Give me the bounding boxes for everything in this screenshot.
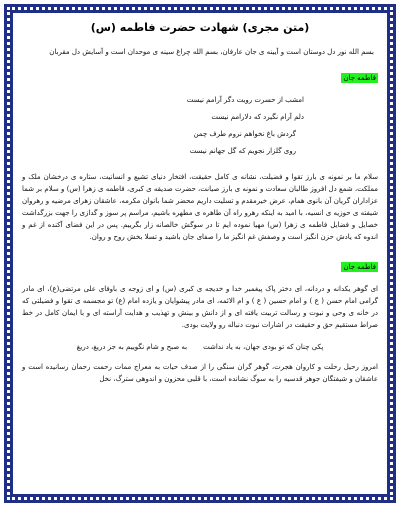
couplet-line: به صبح و شام نگوییم به جز دریغ، دریغ — [76, 343, 188, 351]
poem-line: گردش باغ نخواهم نروم طرف چمن — [193, 130, 296, 138]
body-paragraph-1: سلام ما بر نمونه ی بارز تقوا و فضیلت، نشانه ی کامل حقیقت، افتخار دنیای تشیع و انسانیت، ستاره ی درخشان ملک و مملکت، شمع دل افروز طالبان سعادت و نمونه ی بارز صیانت، حضرت صدیقه ی کبری، فاطمه ی زهرا (س) و سلام بر شما عزاداران گریان آن بانوی همام، عرض خیرمقدم و تسلیت داریم محضر شما بانوان مکرمه، عاشقان زهرای مرضیه و رهروان شیفته ی حوزیه ی انسیه، با امید به اینکه رهرو راه آن طاهره ی مطهره باشیم، مراسم پر سوز و گدازی را جهت بزرگداشت خصایل و فضایل فاطمه ی زهرا (س) مهیا نموده ایم تا در سوگش خالصانه زار بگرییم. پس در این فضای آکنده از غم و اندوه که یادش حزن انگیز است و وصفش غم انگیز ما را صفای جان باشید و تسلا بخش روح و روان. — [22, 173, 378, 241]
poem-line: دلم آرام نگیرد که دلارامم نیست — [211, 113, 304, 121]
section-label-2: فاطمه جان — [343, 263, 376, 271]
section-label-row-1 — [20, 72, 380, 84]
body-paragraph-3: امروز رحیل رحلت و کاروان هجرت، گوهر گران سنگی را از صدف حیات به معراج ممات رحمت رحمان رسانیده است و عاشقان و شیفتگان جوهر قدسیه را به سوگ نشانده است، با قلبی محزون و اندوهی سترگ، نخل — [22, 363, 378, 383]
poem — [20, 94, 310, 157]
intro-paragraph: بسم الله نور دل دوستان است و آیینه ی جان عارفان، بسم الله چراغ سینه ی موحدان است و آسایش دل مقربان — [49, 48, 374, 56]
document-body — [20, 20, 380, 493]
poem-line: امشب از حسرت رویت دگر آرامم نیست — [186, 96, 304, 104]
poem-line: روی گلزار نجویم که گل جهانم نیست — [189, 147, 296, 155]
couplet — [20, 341, 380, 353]
body-paragraph-2: ای گوهر یکدانه و دردانه، ای دختر پاک پیغمبر خدا و خدیجه ی کبری (س) و ای زوجه ی باوفای علی مرتضی(ع)، ای مادر گرامی امام حسن ( ع ) و امام حسین ( ع ) و ام الائمه، ای مادر پیشوایان و یازده امام (ع) تو مجسمه ی تقوا و فضیلتی که در خانه ی وحی و نبوت و رسالت تربیت یافته ای و از دانش و بینش و تهذیب و هدایت آراسته ای و با ایمان کامل در خط صراط مستقیم حق و حقیقت در اشارات نبوت دنباله رو ولایت بودی. — [22, 285, 378, 329]
section-label-1: فاطمه جان — [343, 74, 376, 82]
page-title: (متن مجری) شهادت حضرت فاطمه (س) — [90, 21, 310, 34]
couplet-line: پکی چنان که تو بودی جهان، به یاد نداشت — [203, 343, 324, 351]
section-label-row-2 — [20, 261, 380, 273]
